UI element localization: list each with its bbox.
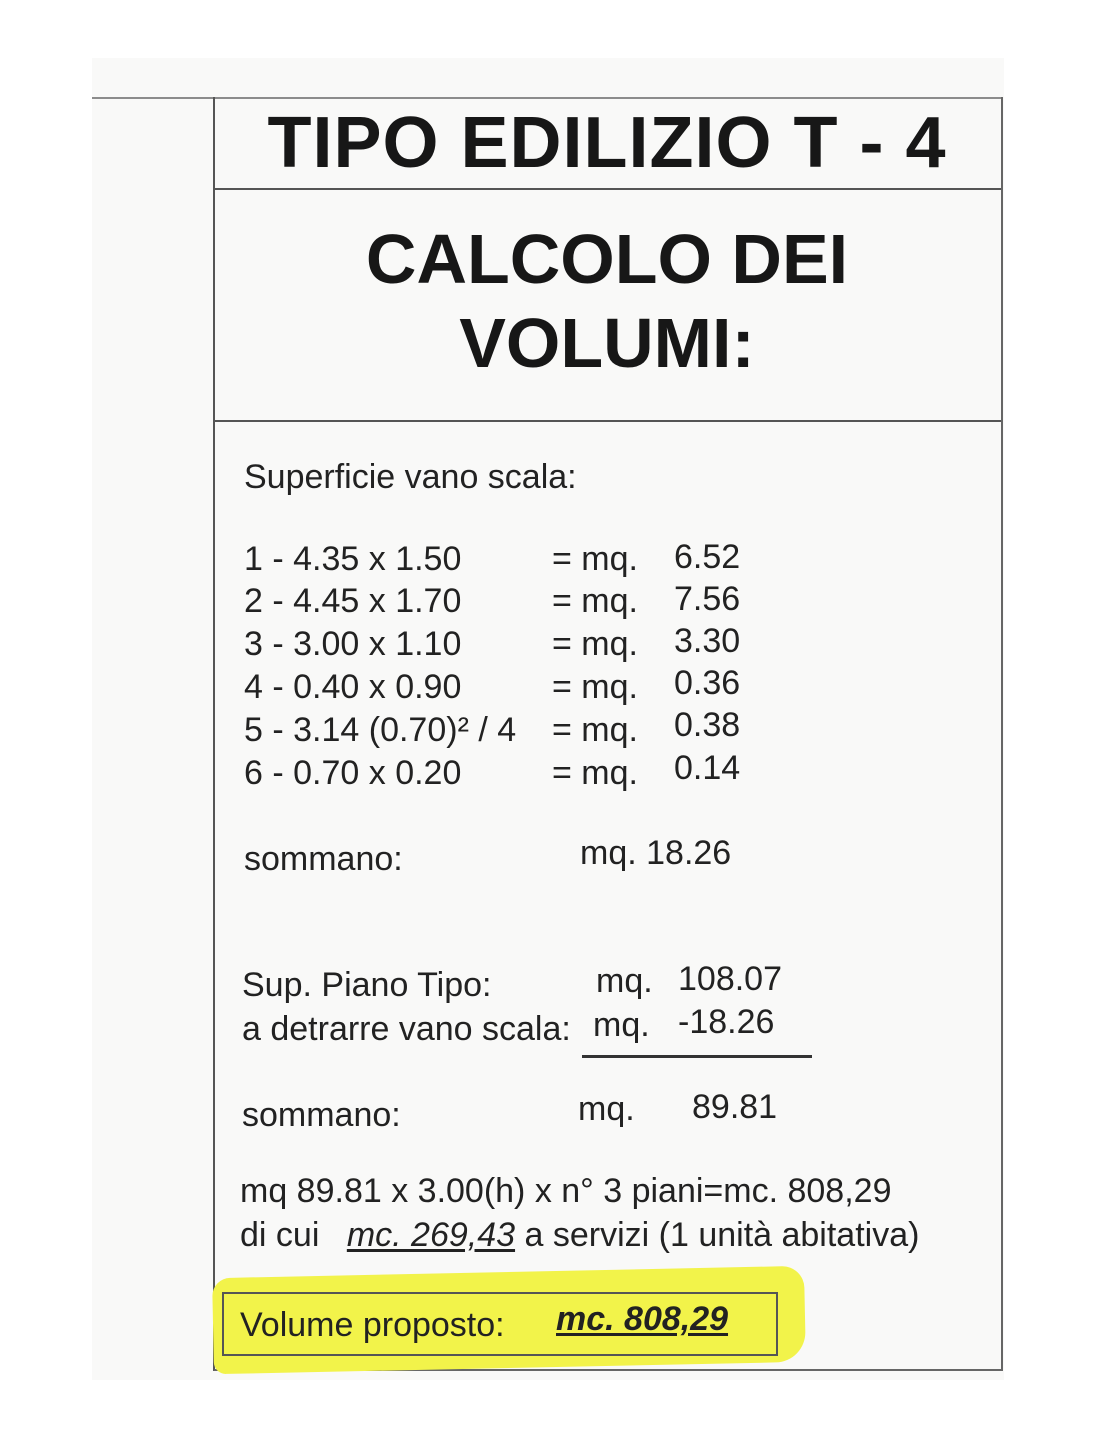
row-unit: = mq. [552, 540, 638, 578]
service-prefix: di cui [240, 1216, 320, 1254]
row-formula: 6 - 0.70 x 0.20 [244, 754, 462, 792]
row-value: 0.38 [674, 706, 741, 744]
typical-floor-unit: mq. [596, 962, 653, 1000]
row-value: 0.14 [674, 749, 741, 787]
heading-separator [213, 420, 1001, 422]
floor-total-unit: mq. [578, 1090, 635, 1128]
row-formula: 1 - 4.35 x 1.50 [244, 540, 462, 578]
row-value: 7.56 [674, 580, 741, 618]
typical-floor-value: 108.07 [678, 960, 782, 998]
document-title: TIPO EDILIZIO T - 4 [267, 103, 947, 183]
row-formula: 3 - 3.00 x 1.10 [244, 625, 462, 663]
row-unit: = mq. [552, 668, 638, 706]
proposed-volume-value: mc. 808,29 [556, 1300, 729, 1338]
stair-total-label: sommano: [244, 840, 403, 878]
section-heading-line1: CALCOLO DEI [365, 220, 849, 298]
proposed-volume-label: Volume proposto: [240, 1306, 505, 1344]
row-formula: 5 - 3.14 (0.70)² / 4 [244, 711, 517, 749]
stair-total-value: mq. 18.26 [580, 834, 732, 872]
stair-area-label: Superficie vano scala: [244, 458, 577, 496]
deduct-stair-unit: mq. [593, 1006, 650, 1044]
title-separator [213, 188, 1001, 190]
service-volume-amount: mc. 269,43 [346, 1216, 516, 1254]
service-volume-line [240, 1216, 919, 1255]
volume-formula: mq 89.81 x 3.00(h) x n° 3 piani=mc. 808,29 [240, 1172, 892, 1210]
floor-total-value: 89.81 [692, 1088, 778, 1126]
deduct-stair-label: a detrarre vano scala: [242, 1010, 571, 1048]
row-unit: = mq. [552, 625, 638, 663]
row-value: 0.36 [674, 664, 741, 702]
subtotal-rule [582, 1055, 812, 1058]
row-value: 6.52 [674, 538, 741, 576]
typical-floor-label: Sup. Piano Tipo: [242, 966, 492, 1004]
row-formula: 2 - 4.45 x 1.70 [244, 582, 462, 620]
deduct-stair-value: -18.26 [678, 1003, 775, 1041]
row-unit: = mq. [552, 711, 638, 749]
service-suffix: a servizi (1 unità abitativa) [524, 1216, 920, 1254]
row-value: 3.30 [674, 622, 741, 660]
row-unit: = mq. [552, 754, 638, 792]
section-heading-line2: VOLUMI: [459, 304, 755, 382]
floor-total-label: sommano: [242, 1096, 401, 1134]
row-unit: = mq. [552, 582, 638, 620]
row-formula: 4 - 0.40 x 0.90 [244, 668, 462, 706]
